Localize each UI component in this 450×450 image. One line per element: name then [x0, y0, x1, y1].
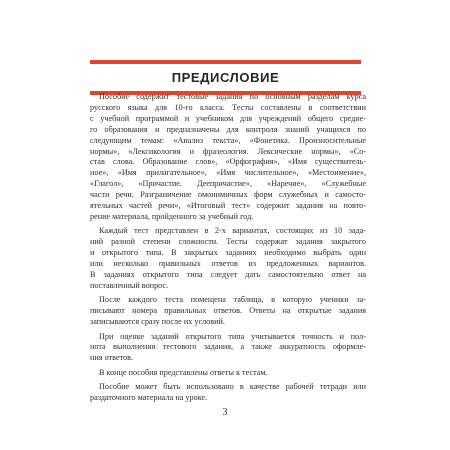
paragraph-line: нормы», «Лексикология и фразеология. Лексические нормы», «Со-: [90, 146, 366, 156]
paragraph-line: писывают номера правильных ответов. Ответы на открытые задания: [90, 306, 366, 316]
paragraph-line: записываются сразу после их условий.: [90, 317, 225, 327]
heading-block: [90, 60, 361, 95]
paragraph-line: поставленный вопрос.: [90, 280, 169, 290]
paragraph-line: ния ответов.: [90, 353, 134, 363]
paragraph: [90, 332, 366, 365]
paragraph-line: с учебной программой и учебником для учреждений общего средне-: [90, 113, 366, 123]
paragraph-line: ятельных частей речи», «Итоговый тест» содержит задания на повто-: [90, 201, 366, 211]
paragraph-line: ний разной степени сложности. Тесты содержат задания закрытого: [90, 237, 366, 247]
paragraph-line: Каждый тест представлен в 2-х вариантах, состоящих из 10 зада-: [99, 226, 366, 236]
page-number: 3: [222, 407, 228, 418]
paragraph-line: «Глагол», «Причастие. Деепричастие», «Наречие», «Служебные: [90, 179, 366, 189]
preface-body: [90, 92, 366, 407]
paragraph: [90, 382, 366, 404]
paragraph-line: и открытого типа. В закрытых заданиях необходимо выбрать один: [90, 248, 366, 258]
paragraph-line: ное», «Имя прилагательное», «Имя числительное», «Местоимение»,: [90, 168, 366, 178]
paragraph-line: го образования и предназначены для контроля знаний учащихся по: [90, 124, 366, 134]
paragraph-line: В заданиях открытого типа следует дать самостоятельно ответ на: [90, 270, 366, 279]
paragraph: [90, 295, 366, 328]
paragraph-line: или несколько правильных ответов из предложенных вариантов.: [90, 259, 366, 269]
paragraph: [90, 92, 366, 223]
paragraph-line: нота выполнения тестового задания, а также аккуратность оформле-: [90, 342, 366, 352]
paragraph-line: Пособие может быть использовано в качестве рабочей тетради или: [99, 382, 366, 392]
paragraph: [90, 226, 366, 291]
paragraph-line: При оценке заданий открытого типа учитывается точность и пол-: [99, 331, 366, 341]
paragraph-line: части речи. Разграничение омонимичных форм служебных и самосто-: [90, 190, 366, 200]
paragraph-line: став слова. Образование слов», «Орфография», «Имя существитель-: [90, 157, 366, 167]
paragraph-line: В конце пособия представлены ответы к тестам.: [99, 367, 268, 377]
paragraph-line: раздаточного материала на уроке.: [90, 393, 208, 403]
page-title: ПРЕДИСЛОВИЕ: [171, 70, 280, 85]
paragraph-line: После каждого теста помещена таблица, в которую ученики за-: [99, 295, 366, 305]
heading-top-rule: [90, 60, 361, 64]
paragraph-line: Пособие содержит тестовые задания по основным разделам курса: [99, 92, 366, 101]
paragraph-line: рение материала, пройденного за учебный год.: [90, 211, 254, 221]
paragraph-line: следующим темам: «Анализ текста», «Фонетика. Произносительные: [90, 135, 366, 145]
paragraph-line: русского языка для 10-го класса. Тесты составлены в соответствии: [90, 102, 366, 112]
paragraph: [90, 368, 366, 379]
